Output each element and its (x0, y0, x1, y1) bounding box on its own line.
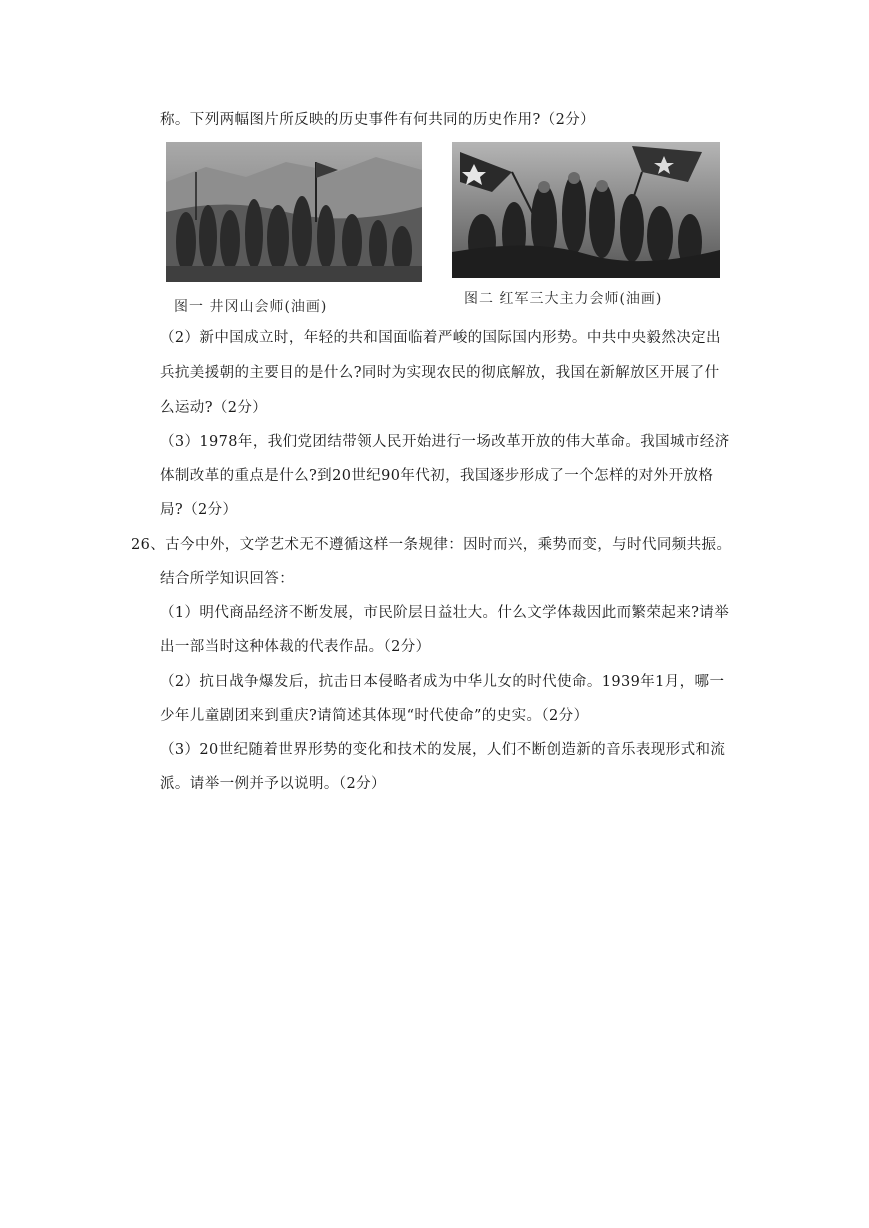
q26-stem-line1: 26、古今中外，文学艺术无不遵循这样一条规律：因时而兴，乘势而变，与时代同频共振。 (131, 537, 732, 553)
q25-sub2-line1: （2）新中国成立时，年轻的共和国面临着严峻的国际国内形势。中共中央毅然决定出 (160, 330, 721, 346)
figure-1-caption: 图一 井冈山会师(油画) (174, 299, 328, 315)
figure-2 (452, 142, 722, 318)
q25-intro-tail: 称。下列两幅图片所反映的历史事件有何共同的历史作用?（2分） (160, 112, 595, 128)
q25-sub2-line3: 么运动?（2分） (160, 400, 268, 416)
q26-sub3-line2: 派。请举一例并予以说明。（2分） (160, 776, 386, 792)
figure-1-oil-painting (166, 142, 422, 282)
q26-sub1-line1: （1）明代商品经济不断发展，市民阶层日益壮大。什么文学体裁因此而繁荣起来?请举 (160, 605, 730, 621)
q26-stem-line2: 结合所学知识回答： (160, 571, 295, 587)
q26-sub2-line1: （2）抗日战争爆发后，抗击日本侵略者成为中华儿女的时代使命。1939年1月，哪一 (160, 674, 725, 690)
q26-sub3-line1: （3）20世纪随着世界形势的变化和技术的发展，人们不断创造新的音乐表现形式和流 (160, 742, 726, 758)
q25-sub3-line1: （3）1978年，我们党团结带领人民开始进行一场改革开放的伟大革命。我国城市经济 (160, 434, 730, 450)
q25-sub3-line2: 体制改革的重点是什么?到20世纪90年代初，我国逐步形成了一个怎样的对外开放格 (160, 468, 714, 484)
figure-1 (166, 142, 424, 318)
q26-sub1-line2: 出一部当时这种体裁的代表作品。（2分） (160, 639, 431, 655)
q25-sub3-line3: 局?（2分） (160, 502, 238, 518)
q25-sub2-line2: 兵抗美援朝的主要目的是什么?同时为实现农民的彻底解放，我国在新解放区开展了什 (160, 365, 720, 381)
figure-2-oil-painting (452, 142, 720, 278)
figure-2-caption: 图二 红军三大主力会师(油画) (464, 291, 663, 307)
q26-sub2-line2: 少年儿童剧团来到重庆?请简述其体现“时代使命”的史实。（2分） (160, 708, 589, 724)
